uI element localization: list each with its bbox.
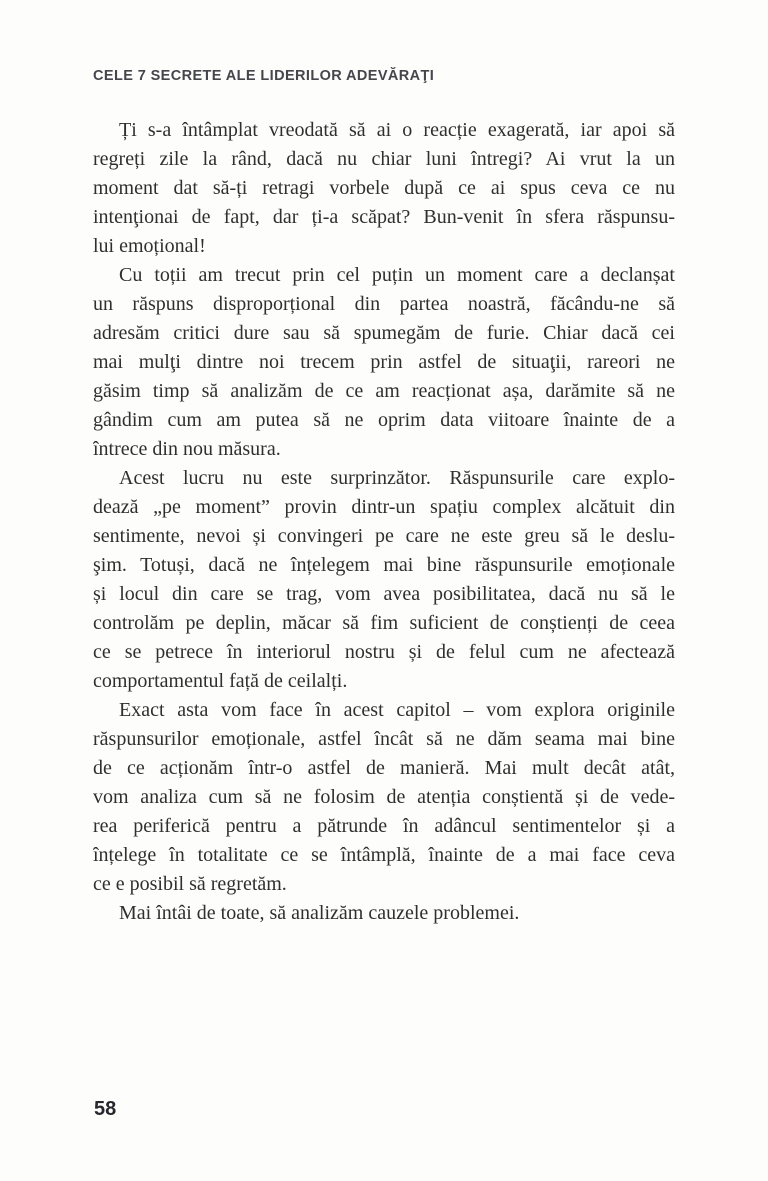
text-line: Ți s-a întâmplat vreodată să ai o reacție exagerată, iar apoi să (119, 119, 675, 141)
text-line: lui emoțional! (93, 235, 206, 257)
text-line: găsim timp să analizăm de ce am reacționat așa, darămite să ne (93, 380, 675, 402)
text-line: comportamentul față de ceilalți. (93, 670, 348, 692)
text-line: întrece din nou măsura. (93, 438, 281, 460)
body-text (93, 116, 675, 928)
text-line: gândim cum am putea să ne oprim data viitoare înainte de a (93, 409, 675, 431)
text-line: controlăm pe deplin, măcar să fim suficient de conștienți de ceea (93, 612, 675, 634)
text-line: Exact asta vom face în acest capitol – vom explora originile (119, 699, 675, 721)
text-line: înțelege în totalitate ce se întâmplă, înainte de a mai face ceva (93, 844, 675, 866)
paragraph (93, 464, 675, 696)
paragraph (93, 116, 675, 261)
running-header: CELE 7 SECRETE ALE LIDERILOR ADEVĂRAŢI (93, 68, 435, 84)
text-line: moment dat să-ți retragi vorbele după ce ai spus ceva ce nu (93, 177, 675, 199)
paragraph (93, 899, 675, 928)
text-line: şim. Totuși, dacă ne înțelegem mai bine răspunsurile emoționale (93, 554, 675, 576)
text-line: adresăm critici dure sau să spumegăm de furie. Chiar dacă cei (93, 322, 675, 344)
text-line: mai mulţi dintre noi trecem prin astfel de situaţii, rareori ne (93, 351, 675, 373)
text-line: regreți zile la rând, dacă nu chiar luni întregi? Ai vrut la un (93, 148, 675, 170)
text-line: Cu toții am trecut prin cel puțin un moment care a declanșat (119, 264, 675, 286)
text-line: sentimente, nevoi și convingeri pe care ne este greu să le deslu- (93, 525, 675, 547)
text-line: Mai întâi de toate, să analizăm cauzele problemei. (119, 902, 520, 924)
text-line: răspunsurilor emoționale, astfel încât să ne dăm seama mai bine (93, 728, 675, 750)
text-line: ce se petrece în interiorul nostru și de felul cum ne afectează (93, 641, 675, 663)
text-line: rea periferică pentru a pătrunde în adâncul sentimentelor și a (93, 815, 675, 837)
text-line: dează „pe moment” provin dintr-un spațiu complex alcătuit din (93, 496, 675, 518)
text-line: un răspuns disproporțional din partea noastră, făcându-ne să (93, 293, 675, 315)
paragraph (93, 261, 675, 464)
text-line: vom analiza cum să ne folosim de atenția conștientă și de vede- (93, 786, 675, 808)
text-line: de ce acționăm într-o astfel de manieră. Mai mult decât atât, (93, 757, 675, 779)
text-line: Acest lucru nu este surprinzător. Răspunsurile care explo- (119, 467, 675, 489)
text-line: și locul din care se trag, vom avea posibilitatea, dacă nu să le (93, 583, 675, 605)
text-line: intenţionai de fapt, dar ți-a scăpat? Bun-venit în sfera răspunsu- (93, 206, 675, 228)
paragraph (93, 696, 675, 899)
page-number: 58 (94, 1098, 117, 1120)
text-line: ce e posibil să regretăm. (93, 873, 287, 895)
